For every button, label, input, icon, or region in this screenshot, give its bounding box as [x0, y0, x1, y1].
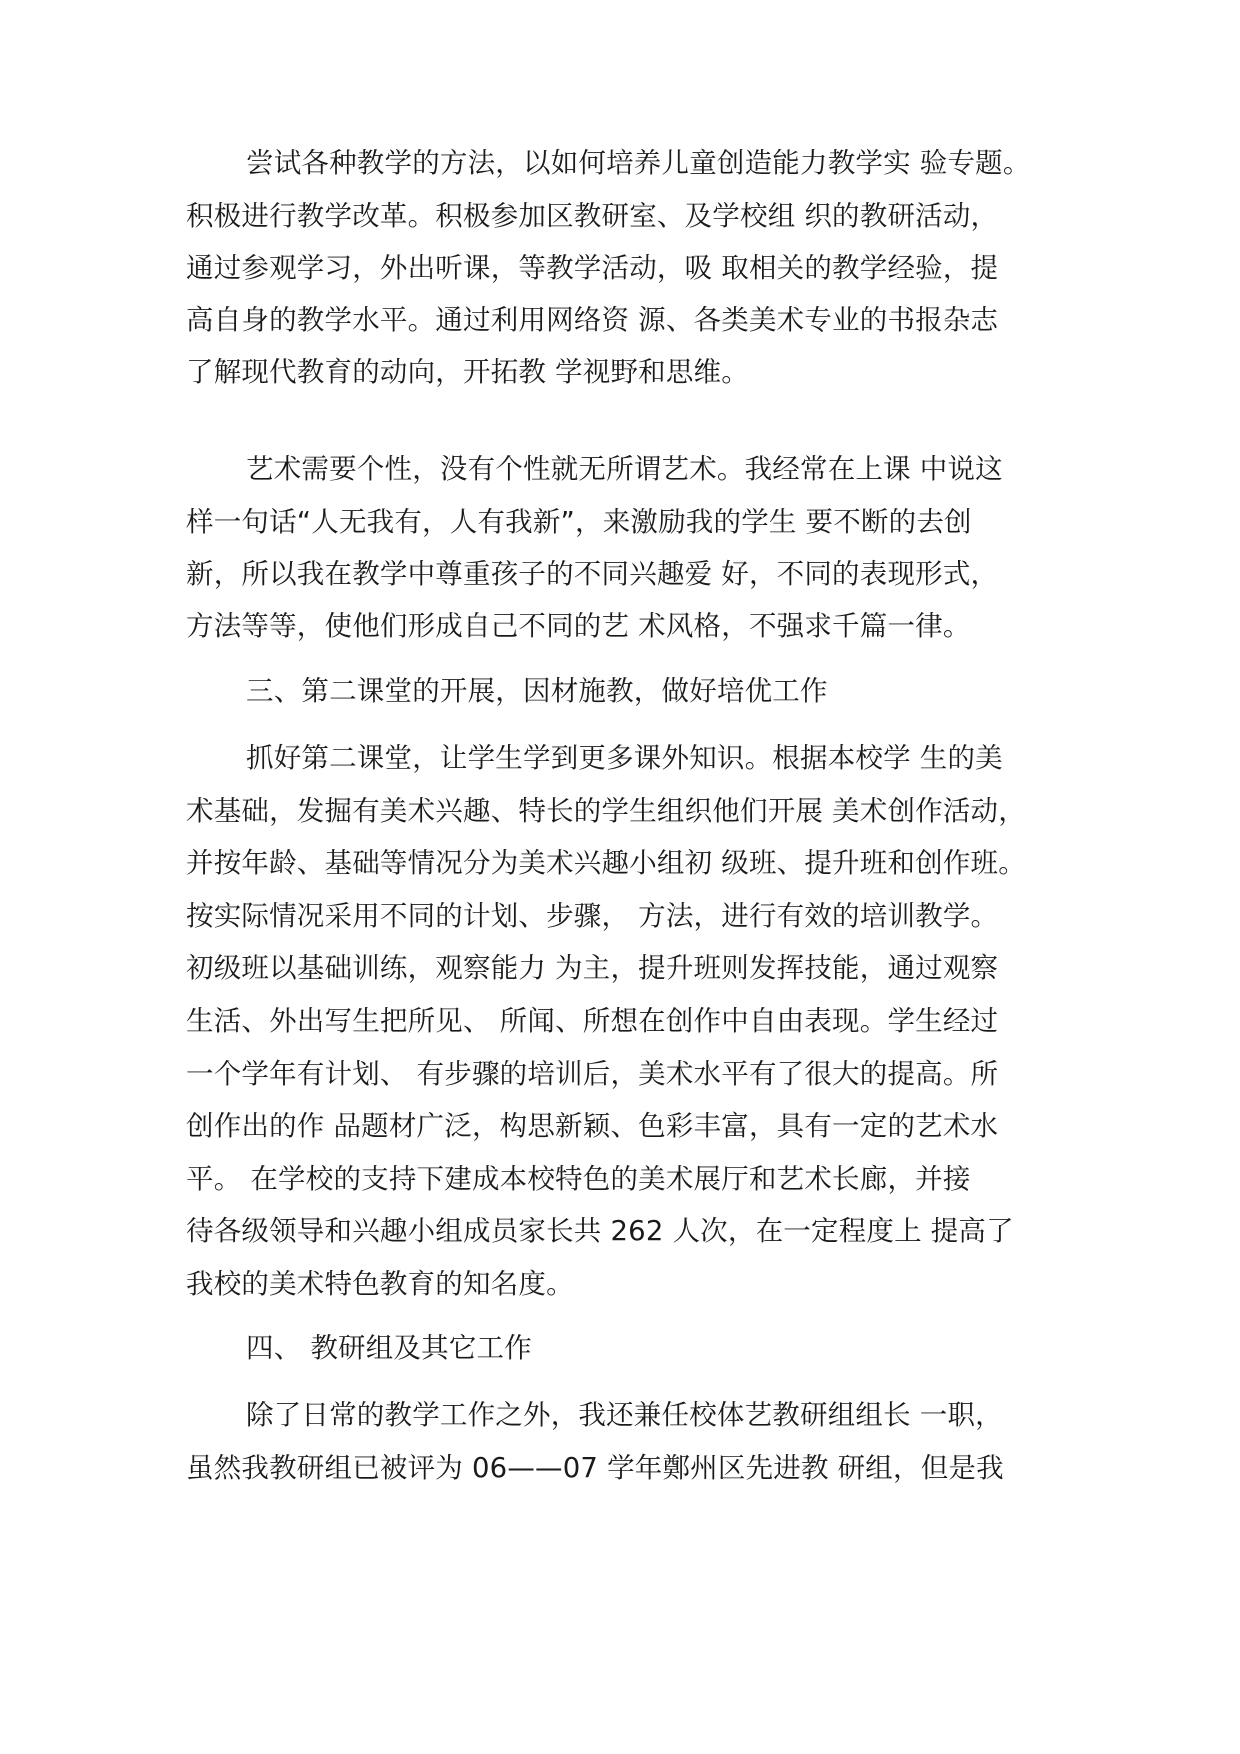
- text-line: 虽然我教研组已被评为 06——07 学年鄭州区先进教 研组，但是我: [186, 1452, 1004, 1484]
- text-line: 生活、外出写生把所见、 所闻、所想在创作中自由表现。学生经过: [186, 1005, 999, 1037]
- text-line: 一个学年有计划、 有步骤的培训后，美术水平有了很大的提高。所: [186, 1058, 999, 1090]
- text-line: 我校的美术特色教育的知名度。: [186, 1268, 574, 1300]
- text-line: 积极进行教学改革。积极参加区教研室、及学校组 织的教研活动，: [186, 200, 999, 232]
- text-line: 术基础，发掘有美术兴趣、特长的学生组织他们开展 美术创作活动，: [186, 795, 1026, 827]
- text-line: 高自身的教学水平。通过利用网络资 源、各类美术专业的书报杂志: [186, 304, 999, 336]
- section-heading-3: 三、第二课堂的开展，因材施教，做好培优工作: [246, 675, 828, 707]
- text-line: 创作出的作 品题材广泛，构思新颖、色彩丰富，具有一定的艺术水: [186, 1110, 999, 1142]
- text-line: 样一句话“人无我有，人有我新”，来激励我的学生 要不断的去创: [186, 506, 972, 538]
- text-line: 按实际情况采用不同的计划、步骤， 方法，进行有效的培训教学。: [186, 900, 999, 932]
- text-line: 待各级领导和兴趣小组成员家长共 262 人次，在一定程度上 提高了: [186, 1215, 1014, 1247]
- section-heading-4: 四、 教研组及其它工作: [246, 1332, 532, 1364]
- text-line: 除了日常的教学工作之外，我还兼任校体艺教研组组长 一职，: [246, 1399, 1003, 1431]
- text-line: 尝试各种教学的方法，以如何培养儿童创造能力教学实 验专题。: [246, 147, 1031, 179]
- text-line: 艺术需要个性，没有个性就无所谓艺术。我经常在上课 中说这: [246, 453, 1003, 485]
- text-line: 了解现代教育的动向，开拓教 学视野和思维。: [186, 356, 749, 388]
- text-line: 新，所以我在教学中尊重孩子的不同兴趣爱 好，不同的表现形式，: [186, 558, 999, 590]
- text-line: 初级班以基础训练，观察能力 为主，提升班则发挥技能，通过观察: [186, 952, 999, 984]
- text-line: 并按年龄、基础等情况分为美术兴趣小组初 级班、提升班和创作班。: [186, 847, 1026, 879]
- text-line: 抓好第二课堂，让学生学到更多课外知识。根据本校学 生的美: [246, 742, 1003, 774]
- text-line: 通过参观学习，外出听课，等教学活动，吸 取相关的教学经验，提: [186, 252, 999, 284]
- text-line: 平。 在学校的支持下建成本校特色的美术展厅和艺术长廊，并接: [186, 1163, 971, 1195]
- text-line: 方法等等，使他们形成自己不同的艺 术风格，不强求千篇一律。: [186, 610, 971, 642]
